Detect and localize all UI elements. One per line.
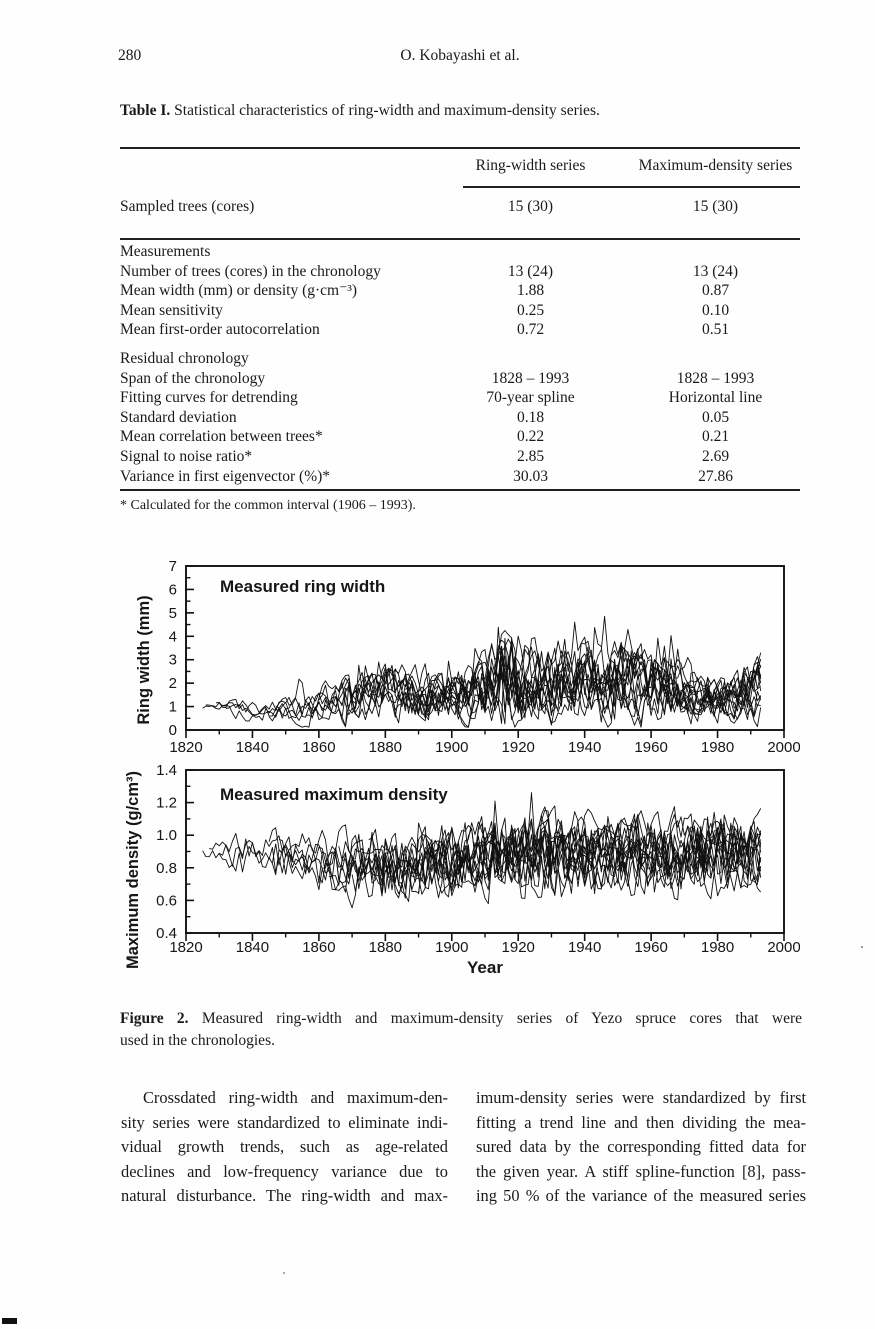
chart-ring-width [135,558,800,756]
y-tick-label: 3 [168,651,177,669]
row-label: Mean sensitivity [120,301,223,319]
y-tick-label: 1.0 [156,827,177,845]
body-text-line: fitting a trend line and then dividing the mea- [476,1112,806,1132]
y-tick-label: 6 [168,581,177,599]
table-caption [120,102,800,120]
x-tick-label: 1920 [501,739,535,756]
row-value: Horizontal line [668,389,763,407]
table-section-measurements [120,242,800,340]
body-text-line: ing 50 % of the variance of the measured series [476,1186,806,1206]
table-rule-bottom [120,489,800,491]
row-value: 0.05 [701,408,730,426]
figure-caption [120,1008,802,1052]
body-text-line: sity series were standardized to eliminate indi- [121,1112,448,1132]
x-tick-label: 1820 [169,739,203,756]
row-label: Standard deviation [120,408,237,426]
y-tick-label: 0 [168,722,177,739]
row-label: Variance in first eigenvector (%)* [120,467,331,485]
figure-caption-label: Figure 2. [120,1010,189,1027]
x-tick-label: 1960 [634,939,668,956]
x-tick-label: 1960 [634,739,668,756]
table-header-row [120,157,800,175]
running-head: O. Kobayashi et al. [400,47,520,64]
body-text-line: declines and low-frequency variance due to [121,1161,448,1181]
table-row [120,320,800,340]
row-label: Sampled trees (cores) [120,198,255,215]
body-text-line: natural disturbance. The ring-width and max- [121,1186,448,1206]
body-text-line: Crossdated ring-width and maximum-den- [143,1088,448,1107]
x-tick-label: 2000 [767,739,800,756]
table-section-heading: Residual chronology [120,350,249,367]
table-row [120,467,800,487]
y-axis-label: Ring width (mm) [135,595,153,725]
y-tick-label: 0.8 [156,859,177,877]
chart-title: Measured maximum density [220,785,448,804]
row-value: 0.18 [516,408,545,426]
y-tick-label: 4 [168,628,177,646]
table-section-residual-chronology [120,349,800,486]
body-text-line: imum-density series were standardized by first [476,1088,806,1107]
y-tick-label: 0.6 [156,892,177,910]
y-tick-label: 0.4 [156,925,177,942]
row-value: 0.10 [701,301,730,319]
x-tick-label: 1840 [235,739,270,756]
table-caption-text: Statistical characteristics of ring-width and maximum-density series. [170,102,600,119]
table-section-heading: Measurements [120,243,211,260]
y-tick-label: 1.4 [156,762,177,779]
row-value: 13 (24) [507,262,554,280]
y-tick-label: 7 [168,558,177,575]
row-label: Mean width (mm) or density (g·cm⁻³) [120,282,358,300]
scan-artifact [2,1318,17,1324]
body-column-right [476,1086,806,1209]
table-row [120,281,800,301]
x-tick-label: 1840 [235,939,270,956]
row-value: 70-year spline [486,389,575,407]
x-tick-label: 1900 [435,939,469,956]
table-row [120,301,800,321]
x-axis-label: Year [467,958,503,977]
y-tick-label: 1 [168,698,177,716]
table-row [120,408,800,428]
table-row [120,427,800,447]
table-header-spacer [120,157,458,175]
row-value: 0.87 [701,282,730,300]
figure-caption-line1 [120,1008,802,1030]
body-text-line: the given year. A stiff spline-function [8], pass- [476,1161,806,1181]
row-value-max-density: 15 (30) [692,198,739,215]
table-caption-label: Table I. [120,102,171,119]
x-tick-label: 1880 [368,739,403,756]
col-header-max-density: Maximum-density series [638,157,793,174]
table-row [120,369,800,389]
row-value: 13 (24) [692,262,739,280]
y-tick-label: 5 [168,604,177,622]
row-value: 0.72 [516,321,545,339]
row-value: 2.85 [516,447,545,465]
table-row [120,262,800,282]
table-row [120,388,800,408]
table-i [120,147,800,537]
figure-caption-line2: used in the chronologies. [120,1032,275,1049]
x-tick-label: 1900 [435,739,469,756]
row-value: 0.51 [701,321,730,339]
x-tick-label: 1860 [302,739,336,756]
row-value: 1.88 [516,282,545,300]
x-tick-label: 1860 [302,939,336,956]
row-label: Signal to noise ratio* [120,447,253,465]
row-value: 30.03 [513,467,548,485]
body-text-line: sured data by the corresponding fitted data for [476,1137,806,1157]
table-rule-top [120,147,800,149]
row-value: 0.25 [516,301,545,319]
row-value: 2.69 [701,447,730,465]
x-tick-label: 2000 [767,939,800,956]
x-tick-label: 1940 [567,739,602,756]
y-tick-label: 2 [168,675,177,693]
table-rule-header [463,186,800,188]
figure2 [120,556,800,988]
row-label: Number of trees (cores) in the chronology [120,262,381,280]
chart-max-density [124,762,800,977]
table-row-sampled-trees [120,198,800,216]
x-tick-label: 1820 [169,939,203,956]
figure-caption-text: Measured ring-width and maximum-density series of Yezo spruce cores that were [188,1010,802,1027]
table-footnote: * Calculated for the common interval (1906 – 1993). [120,498,416,513]
y-tick-label: 1.2 [156,794,177,812]
col-header-ring-width: Ring-width series [475,157,586,174]
page-number: 280 [118,47,142,64]
table-row [120,447,800,467]
figure2-svg [120,556,800,988]
row-label: Span of the chronology [120,369,266,387]
x-tick-label: 1980 [700,739,735,756]
row-value: 1828 – 1993 [676,369,755,387]
x-tick-label: 1980 [700,939,735,956]
row-label: Mean correlation between trees* [120,428,323,446]
y-axis-label: Maximum density (g/cm³) [124,770,142,970]
table-rule-mid [120,238,800,240]
row-value-ring-width: 15 (30) [507,198,554,215]
x-tick-label: 1920 [501,939,535,956]
row-value: 27.86 [698,467,733,485]
row-value: 1828 – 1993 [491,369,570,387]
scan-artifact [283,1272,285,1274]
row-label: Fitting curves for detrending [120,389,298,407]
body-column-left [121,1086,448,1209]
row-value: 0.22 [516,428,545,446]
row-value: 0.21 [701,428,730,446]
chart-title: Measured ring width [220,577,386,596]
x-tick-label: 1940 [567,939,602,956]
x-tick-label: 1880 [368,939,403,956]
scan-artifact [861,946,863,948]
row-label: Mean first-order autocorrelation [120,321,320,339]
body-text-line: vidual growth trends, such as age-related [121,1137,448,1157]
